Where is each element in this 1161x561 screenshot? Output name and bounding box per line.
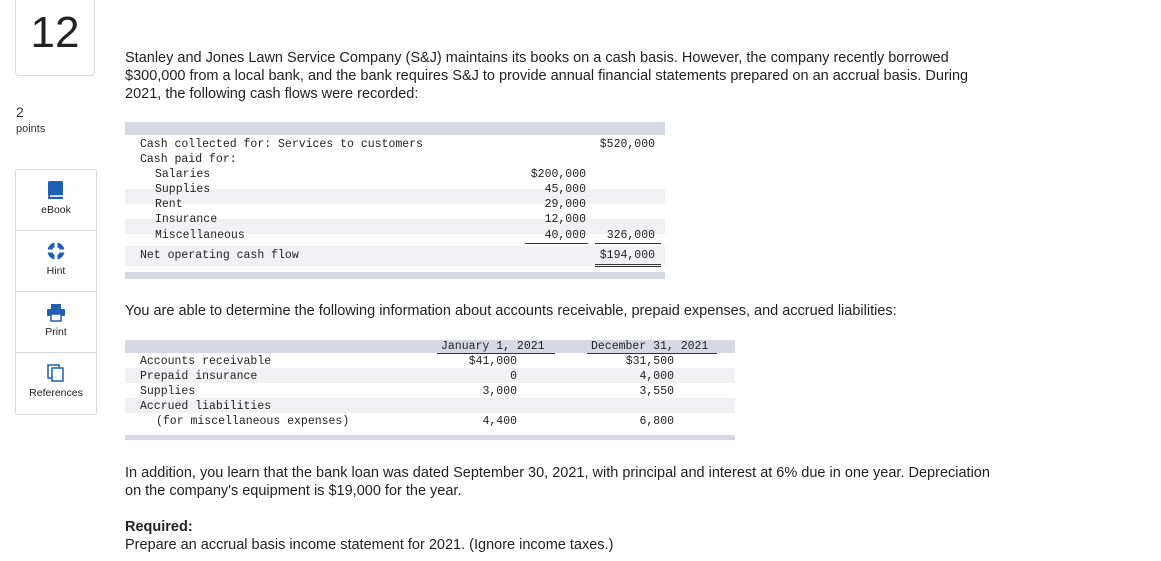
- expense-amount: 29,000: [544, 198, 586, 211]
- column-header-dec: December 31, 2021: [591, 340, 709, 353]
- balance-row-label: Prepaid insurance: [140, 370, 258, 383]
- expense-label: Rent: [155, 198, 183, 211]
- expense-amount: 45,000: [544, 183, 586, 196]
- balance-jan-value: 0: [510, 370, 517, 383]
- total-rule: [595, 243, 661, 244]
- header-rule: [437, 353, 555, 354]
- balance-row-label: Supplies: [140, 385, 196, 398]
- expense-amount: 12,000: [544, 213, 586, 226]
- question-number: 12: [30, 8, 80, 57]
- ebook-button[interactable]: [16, 170, 96, 231]
- info-paragraph: You are able to determine the following information about accounts receivable, prepaid expenses, and accrued liabilities:: [125, 303, 897, 319]
- lifebuoy-icon: [16, 241, 96, 261]
- balance-dec-value: 6,800: [639, 415, 674, 428]
- references-button[interactable]: [16, 353, 96, 414]
- balance-row-label: Accounts receivable: [140, 355, 272, 368]
- required-heading: Required:: [125, 519, 193, 535]
- addition-line: In addition, you learn that the bank loan was dated September 30, 2021, with principal and interest at 6% due in one year. Depreciation: [125, 465, 990, 481]
- double-rule-top: [595, 264, 661, 265]
- expense-amount: $200,000: [530, 168, 586, 181]
- balance-jan-value: 4,400: [482, 415, 517, 428]
- intro-line: Stanley and Jones Lawn Service Company (S&J) maintains its books on a cash basis. However, the company recently borrowed: [125, 50, 949, 66]
- points-value: 2: [16, 104, 24, 120]
- double-rule-bottom: [595, 266, 661, 267]
- balance-row-label: Accrued liabilities: [140, 400, 272, 413]
- expense-label: Supplies: [155, 183, 211, 196]
- points-label: points: [16, 123, 46, 135]
- header-rule: [587, 353, 717, 354]
- references-label: References: [29, 387, 83, 399]
- addition-paragraph: [125, 464, 990, 500]
- net-cash-flow-total: $194,000: [599, 249, 655, 262]
- balance-row-label: (for miscellaneous expenses): [156, 415, 350, 428]
- intro-paragraph: [125, 49, 968, 103]
- tools-panel: [15, 169, 97, 415]
- cash-paid-label: Cash paid for:: [140, 153, 237, 166]
- balance-jan-value: $41,000: [468, 355, 517, 368]
- documents-icon: [16, 363, 96, 383]
- cash-flow-table: [125, 122, 665, 279]
- required-section: [125, 518, 613, 554]
- book-icon: [16, 180, 96, 200]
- balance-dec-value: 4,000: [639, 370, 674, 383]
- balance-dec-value: 3,550: [639, 385, 674, 398]
- balance-dec-value: $31,500: [625, 355, 674, 368]
- subtotal-rule: [525, 243, 588, 244]
- expense-label: Insurance: [155, 213, 218, 226]
- table-header-band: [125, 122, 665, 135]
- cash-collected-total: $520,000: [599, 138, 655, 151]
- hint-button[interactable]: [16, 231, 96, 292]
- balances-table: [125, 340, 735, 440]
- net-cash-flow-label: Net operating cash flow: [140, 249, 299, 262]
- expense-label: Miscellaneous: [155, 229, 245, 242]
- table-footer-band: [125, 435, 735, 440]
- print-label: Print: [45, 326, 67, 338]
- balance-jan-value: 3,000: [482, 385, 517, 398]
- expense-amount: 40,000: [544, 229, 586, 242]
- table-footer-band: [125, 272, 665, 279]
- hint-label: Hint: [46, 265, 66, 277]
- column-header-jan: January 1, 2021: [441, 340, 545, 353]
- addition-line: on the company's equipment is $19,000 for the year.: [125, 483, 462, 499]
- required-text: Prepare an accrual basis income statement for 2021. (Ignore income taxes.): [125, 537, 614, 553]
- print-button[interactable]: [16, 292, 96, 353]
- cash-collected-label: Cash collected for: Services to customers: [140, 138, 423, 151]
- printer-icon: [16, 302, 96, 322]
- ebook-label: eBook: [41, 204, 71, 216]
- intro-line: $300,000 from a local bank, and the bank requires S&J to provide annual financial statements prepared on an accrual basis. During: [125, 68, 969, 84]
- intro-line: 2021, the following cash flows were recorded:: [125, 86, 419, 102]
- question-number-box: [15, 0, 95, 76]
- expense-label: Salaries: [155, 168, 211, 181]
- cash-paid-total: 326,000: [606, 229, 655, 242]
